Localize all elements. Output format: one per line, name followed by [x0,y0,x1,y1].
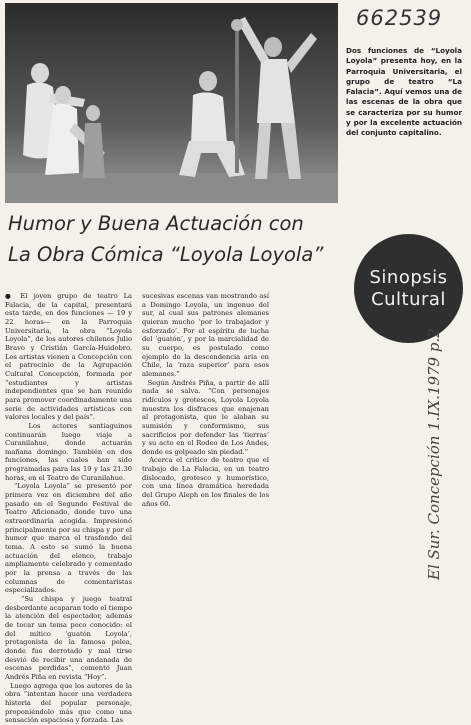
article-column-2: sucesivas escenas van mostrando así a Domingo Loyola, un ingenuo del sur, al cual sus patrones alemanes quieran mucho ‘por lo trabajador y esforzado’. Por el espíritu de lucha del ‘guatón’, y por la marcialidad de su cuerpo, es postulado como ejemplo de la descendencia aria en Chile, la ‘raza superior’ para esos alemanes.” Según Andrés Piña, a partir de allí nada se salva. “Con personajes ridículos y grotescos, Loyola Loyola muestra los disfraces que enajenan al protagonista, que le alaban su sumisión y conformismo, sus sacrificios por defender las ‘tierras’ y su acto en el Rodeo de Los Andes, donde es golpeado sin piedad.” Acerca el crítico de teatro que el trabajo de La Falacia, en un teatro dislocado, grotesco y humorístico, con una línea dramática heredada del Grupo Aleph en los finales de los años 60. [142,292,269,508]
catalog-number: 662539 [356,6,443,30]
photo-caption: Dos funciones de “Loyola Loyola” presenta hoy, en la Parroquia Universitaria, el grupo de teatro “La Falacia”. Aquí vemos una de las escenas de la obra que se caracteriza por su humor y por la excelente actuación del conjunto capitalino. [346,46,462,138]
badge-line-1: Sinopsis [369,266,448,288]
headline-line-2: La Obra Cómica “Loyola Loyola” [8,243,324,266]
sinopsis-cultural-badge [354,234,463,343]
stage-scene-image [5,3,338,203]
headline-line-1: Humor y Buena Actuación con [8,212,304,235]
theater-photo [5,3,338,203]
article-column-1: ● El joven grupo de teatro La Falacia, de la capital, presentará esta tarde, en dos funciones — 19 y 22 horas— en la Parroquia Universitaria, la obra “Loyola Loyola”, de los autores chilenos Julio Bravo y Cristián García-Huidobro. Los artistas vienen a Concepción con el patrocinio de la Agrupación Cultural Concepción, formada por “estudiantes y artistas independientes que se han reunido para promover coordinadamente una serie de actividades artísticas con valores locales y del país”. Los actores santiaguinos continuarán luego viaje a Curanilahue, donde actuarán mañana domingo. También en dos funciones, las cuales han sido programadas para las 19 y las 21.30 horas, en el Teatro de Curanilahue. “Loyola Loyola” se presentó por primera vez en diciembre del año pasado en el Segundo Festival de Teatro Aficionado, donde tuvo una extraordinaria acogida. Impresionó principalmente por su chispa y por el humor que marca el trasfondo del tema. A esto se sumó la buena actuación del elenco, trabajo ampliamente celebrado y comentado por la prensa a través de las columnas de comentaristas especializados. “Su chispa y juego teatral desbordante acaparan todo el tiempo la atención del espectador, además de tocar un tema poco conocido: el del mítico ‘guatón Loyola’, protagonista de la famosa pelea, donde fue derrotado y mal tirse desvió de recibir una andanada de escenas perdidas”, comentó Juan Andrés Piña en revista “Hoy”. Luego agrega que los autores de la obra “intentan hacer una verdadera historia del popular personaje, proponiéndolo más que como una sensación espaciosa y forzada. Las [5,292,132,725]
badge-line-2: Cultural [371,288,446,310]
handwritten-source-note: El Sur. Concepción 1.IX.1979 p.2 [425,328,443,580]
